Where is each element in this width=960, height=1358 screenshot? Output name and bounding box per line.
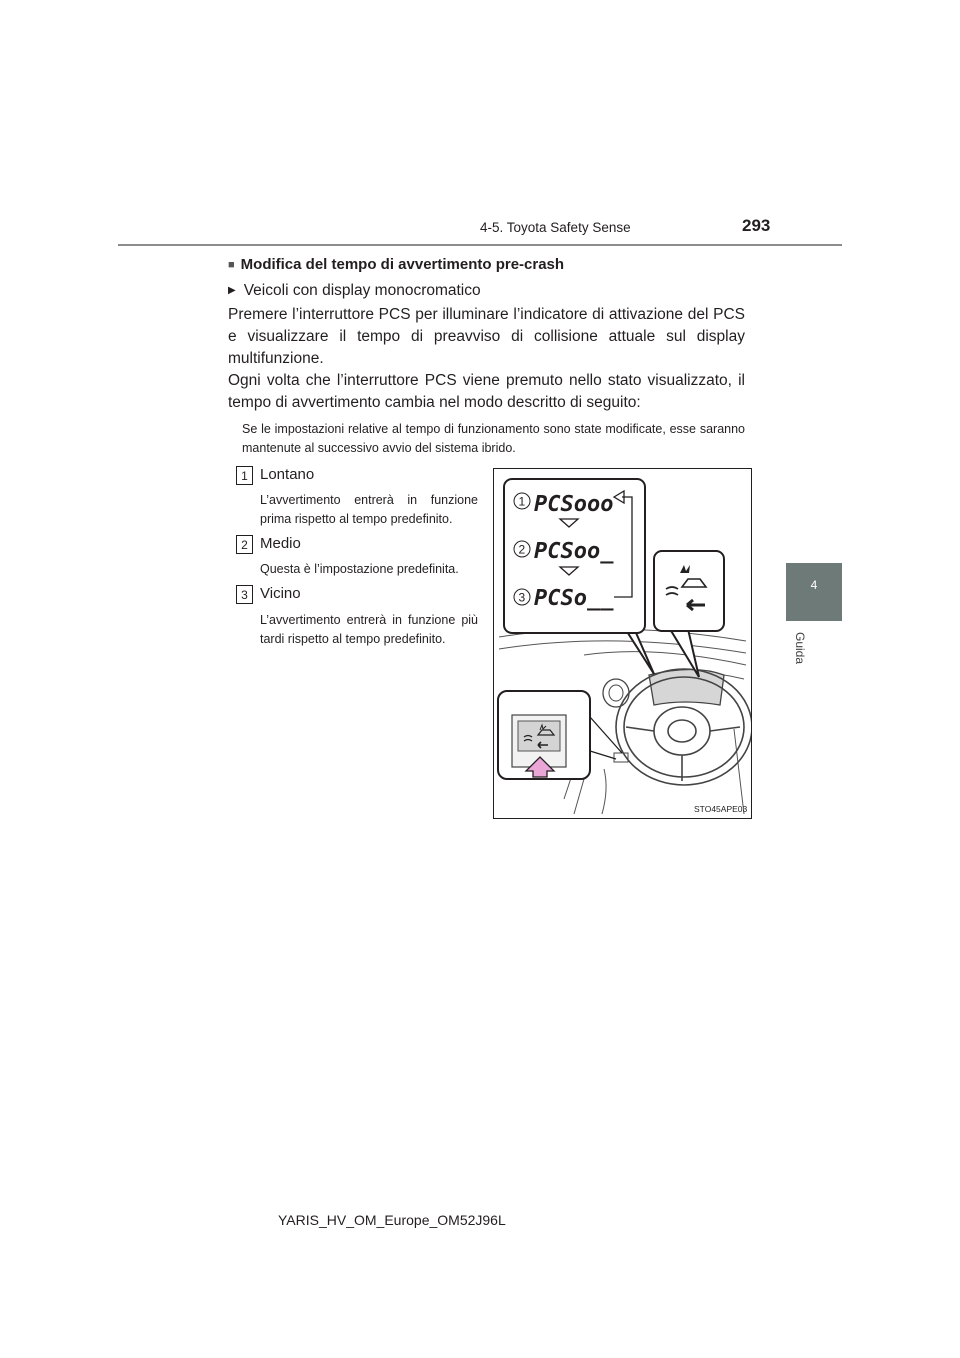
figure-callout-2: 2 — [518, 542, 526, 557]
triangle-bullet-icon: ▶ — [228, 285, 236, 296]
option-number-3: 3 — [236, 585, 253, 604]
section-heading: ■ Modifica del tempo di avvertimento pre-crash — [228, 256, 564, 273]
pcs-switch-illustration — [493, 468, 752, 819]
header-divider — [118, 244, 842, 246]
note-text: Se le impostazioni relative al tempo di funzionamento sono state modificate, esse saranno mantenute al successivo avvio del sistema ibrido. — [242, 422, 745, 455]
chapter-tab — [786, 563, 842, 621]
figure-code: STO45APE03 — [694, 804, 748, 814]
vehicle-variant-bullet — [228, 282, 481, 300]
chapter-number: 4 — [810, 578, 818, 592]
figure-callout-1: 1 — [518, 494, 526, 509]
option-title-vicino: Vicino — [260, 585, 301, 602]
display-readout-1: PCSooo — [534, 492, 614, 517]
paragraph-2: Ogni volta che l’interruttore PCS viene premuto nello stato visualizzato, il tempo di avvertimento cambia nel modo descritto di seguito: — [228, 372, 745, 411]
option-title-medio: Medio — [260, 535, 301, 552]
option-description-2: Questa è l’impostazione predefinita. — [260, 562, 459, 576]
chapter-label: Guida — [793, 632, 807, 665]
footer-document-id: YARIS_HV_OM_Europe_OM52J96L — [278, 1212, 506, 1228]
paragraph-1: Premere l’interruttore PCS per illuminare l’indicatore di attivazione del PCS e visualizzare il tempo di preavviso di collisione attuale sul display multifunzione. — [228, 306, 745, 367]
option-description-3: L’avvertimento entrerà in funzione più tardi rispetto al tempo predefinito. — [260, 613, 478, 646]
option-title-lontano: Lontano — [260, 466, 315, 483]
page-number: 293 — [742, 216, 771, 235]
display-readout-2: PCSoo_ — [534, 539, 614, 564]
figure-callout-3: 3 — [518, 590, 526, 605]
display-readout-3: PCSo__ — [534, 586, 614, 611]
header-section-title: 4-5. Toyota Safety Sense — [480, 220, 631, 235]
option-number-1: 1 — [236, 466, 253, 485]
option-description-1: L’avvertimento entrerà in funzione prima rispetto al tempo predefinito. — [260, 493, 478, 526]
bullet-text: Veicoli con display monocromatico — [243, 282, 481, 299]
option-number-2: 2 — [236, 535, 253, 554]
